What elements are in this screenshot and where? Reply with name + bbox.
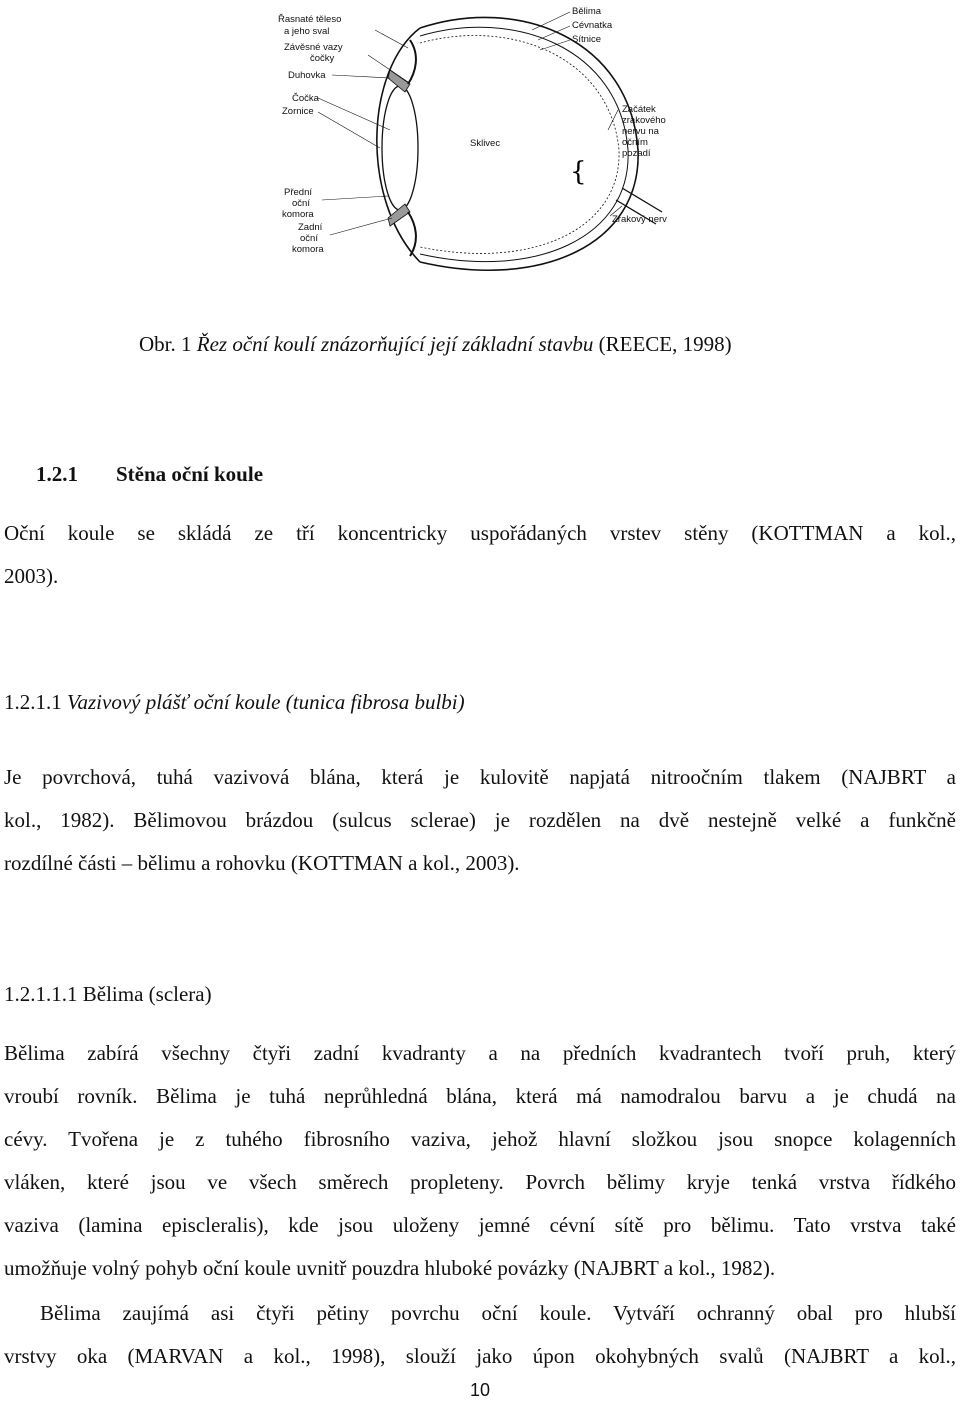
label-iris: Duhovka (288, 70, 326, 81)
subsection-paragraph: Je povrchová, tuhá vazivová blána, která je kulovitě napjatá nitroočním tlakem (NAJBRT a kol., 1982). Bělimovou brázdou (sulcus sclerae) je rozdělen na dvě nestejně velké a funkčně rozdílné části – bělimu a rohovku (KOTTMAN a kol., 2003). (4, 765, 956, 875)
label-sclera: Bělima (572, 6, 602, 17)
figure-caption: Obr. 1 Řez oční koulí znázorňující její základní stavbu (REECE, 1998) (139, 332, 732, 356)
svg-text:zrakového: zrakového (622, 115, 666, 126)
svg-text:čočky: čočky (310, 53, 335, 64)
svg-text:a jeho sval: a jeho sval (284, 26, 330, 37)
svg-text:očním: očním (622, 137, 648, 148)
svg-text:pozadí: pozadí (622, 148, 651, 159)
subsubsection-heading: 1.2.1.1.1 Bělima (sclera) (4, 982, 212, 1006)
lens-shape (382, 86, 418, 210)
retina-outline (420, 36, 619, 254)
label-choroid: Cévnatka (572, 20, 613, 31)
page-number: 10 (469, 1380, 491, 1400)
optic-disc-brace: { (570, 157, 587, 187)
iris-lower (388, 204, 410, 226)
label-posterior-chamber: Zadní (298, 222, 323, 233)
label-zonules: Závěsné vazy (284, 42, 343, 53)
sclera-paragraph-2: Bělima zaujímá asi čtyři pětiny povrchu oční koule. Vytváří ochranný obal pro hlubší vrstvy oka (MARVAN a kol., 1998), slouží jako úpon okohybných svalů (NAJBRT a kol., (4, 1301, 956, 1368)
svg-text:oční: oční (300, 233, 318, 244)
leader-lines (318, 12, 622, 235)
label-optic-nerve: Zrakový nerv (612, 214, 667, 225)
ciliary-upper (408, 40, 416, 84)
label-retina: Sítnice (572, 34, 602, 45)
svg-text:komora: komora (292, 244, 324, 255)
section-heading: 1.2.1 Stěna oční koule (36, 462, 264, 486)
section-paragraph: Oční koule se skládá ze tří koncentricky uspořádaných vrstev stěny (KOTTMAN a kol., 2003). (4, 521, 956, 588)
label-optic-nerve-start: Začátek (622, 104, 656, 115)
svg-text:oční: oční (292, 198, 310, 209)
label-anterior-chamber: Přední (284, 187, 312, 198)
label-ciliary-body: Řasnaté těleso (278, 14, 342, 25)
subsection-heading: 1.2.1.1 Vazivový plášť oční koule (tunica fibrosa bulbi) (4, 690, 465, 714)
cornea-outline (377, 28, 420, 262)
choroid-outline (420, 27, 628, 261)
svg-text:komora: komora (282, 209, 314, 220)
sclera-outline (420, 17, 638, 270)
label-pupil: Zornice (282, 106, 314, 117)
sclera-paragraph-1: Bělima zabírá všechny čtyři zadní kvadranty a na předních kvadrantech tvoří pruh, který vroubí rovník. Bělima je tuhá neprůhledná blána, která má namodralou barvu a je chudá na cévy. Tvořena je z tuhého fibrosního vaziva, jehož hlavní složkou jsou snopce kolagenních vláken, které jsou ve všech směrech propleteny. Povrch bělimy kryje tenká vrstva řídkého vaziva (lamina episcleralis), kde jsou uloženy jemné cévní sítě pro bělimu. Tato vrstva také umožňuje volný pohyb oční koule uvnitř pouzdra hluboké povázky (NAJBRT a kol., 1982). (4, 1041, 956, 1280)
label-lens: Čočka (292, 93, 319, 104)
svg-text:nervu na: nervu na (622, 126, 659, 137)
eye-cross-section-diagram (270, 0, 690, 280)
label-vitreous: Sklivec (470, 138, 501, 149)
